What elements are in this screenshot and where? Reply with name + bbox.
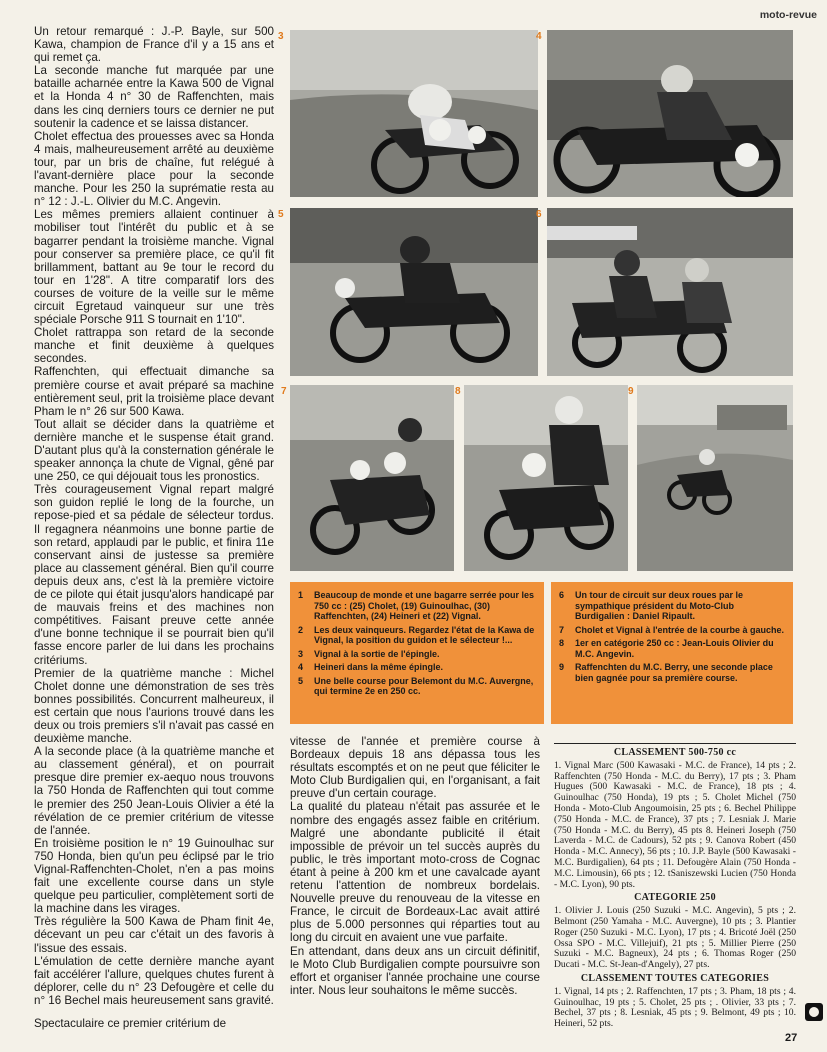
article-paragraph: La qualité du plateau n'était pas assurée et le nombre des engagés assez faible en critérium. Malgré une abondante publicité il était impossible de prévoir un tel succès auprès du public, le très important moto-cross de Cognac étant à peine à 200 km et une cavalcade ayant retenu l'attention de nombreux bordelais. Nouvelle preuve du renouveau de la vitesse en France, le circuit de Bordeaux-Lac avait attiré plus de 5.000 personnes qui réparties tout au long du circuit en avaient une vue parfaite.: [290, 800, 540, 945]
page-corner-icon: [805, 1003, 823, 1021]
article-paragraph: Raffenchten, qui effectuait dimanche sa première course et avait préparé sa machine entièrement seul, prit la troisième place devant Pham le n° 26 sur 500 Kawa.: [34, 365, 274, 418]
article-column-2: [290, 735, 540, 997]
caption-4: 4 Heineri dans la même épingle.: [298, 662, 444, 672]
results-all: 1. Vignal, 14 pts ; 2. Raffenchten, 17 pts ; 3. Pham, 18 pts ; 4. Guinoulhac, 19 pts ; 5. Cholet, 25 pts ; . Olivier, 33 pts ; 7. Bechel, 37 pts ; 8. Lesniak, 45 pts ; 9. Belmont, 49 pts ; 10. Heineri, 52 pts.: [554, 985, 796, 1030]
article-paragraph: Tout allait se décider dans la quatrième et dernière manche et le suspense était grand. D'autant plus qu'à la consternation générale le speaker annonça la chute de Vignal, gêné par une 250, ce qui déjouait tous les pronostics.: [34, 417, 274, 484]
results-title-500-750: CLASSEMENT 500-750 cc: [613, 747, 737, 758]
caption-3: 3 Vignal à la sortie de l'épingle.: [298, 648, 440, 659]
article-paragraph: vitesse de l'année et première course à Bordeaux depuis 18 ans dépassa tous les résultats escomptés et on ne peut que féliciter le Moto Club Burdigalien qui, en l'organisant, a fait preuve d'un certain courage.: [290, 735, 540, 801]
caption-8: 8 1er en catégorie 250 cc : Jean-Louis Olivier du M.C. Angevin.: [559, 638, 774, 659]
results-title-all: CLASSEMENT TOUTES CATEGORIES: [580, 972, 770, 984]
caption-7: 7 Cholet et Vignal à l'entrée de la courbe à gauche.: [559, 624, 785, 635]
captions-box-right: [551, 582, 793, 724]
photo-number-6: 6: [536, 209, 542, 220]
photo-9: [637, 385, 793, 571]
article-column-1: [34, 25, 274, 1030]
article-paragraph: Cholet effectua des prouesses avec sa Honda 4 mais, malheureusement arrêté au deuxième tour, par un bris de chaîne, fut relégué à l'avant-dernière place pour la seconde manche. Pour les 250 la suprématie resta au n° 12 : J.-L. Olivier du M.C. Angevin.: [34, 129, 274, 209]
magazine-brand: moto-revue: [759, 9, 817, 21]
results-box: [554, 746, 796, 1033]
results-250: 1. Olivier J. Louis (250 Suzuki - M.C. Angevin), 5 pts ; 2. Belmont (250 Yamaha - M.C. Auvergne), 10 pts ; 3. Plantier Roger (250 Suzuki - M.C. Lyon), 17 pts ; 4. Bricoté Joël (250 Ossa SPO - M.C. Villejuif), 21 pts ; 5. Millier Pierre (250 Suzuki - M.C. Bagneux), 24 pts ; 6. Thomas Roger (250 Ducati - M.C. St-Jean-d'Angely), 27 pts.: [554, 905, 796, 971]
article-paragraph: Très courageusement Vignal repart malgré son guidon replié le long de la fourche, un repose-pied et sa pédale de sélecteur tordus. Il regagnera néanmoins une bonne partie de son retard, applaudi par le public, et finira 11e conservant ainsi de justesse sa première place au classement général. Bien qu'il courre depuis deux ans, c'est là la première victoire de ce pilote qui était jusqu'alors handicapé par de mauvais freins et des machines non compétitives. Faisant preuve cette année d'une bonne technique il se pourrait bien qu'il fasse encore parler de lui dans les prochains critériums.: [34, 483, 274, 667]
article-paragraph: Un retour remarqué : J.-P. Bayle, sur 500 Kawa, champion de France d'il y a 15 ans et qui remet ça.: [34, 25, 274, 65]
caption-9: 9 Raffenchten du M.C. Berry, une seconde place bien gagnée pour sa première course.: [559, 662, 773, 683]
results-top-rule: [554, 743, 796, 744]
article-paragraph: L'émulation de cette dernière manche ayant fait accélérer l'allure, quelques chutes furent à déplorer, celle du n° 23 Defougère et celle du n° 16 Bechel mais heureusement sans gravité.: [34, 954, 274, 1007]
photo-3: [290, 30, 538, 197]
page-number: 27: [785, 1032, 798, 1044]
article-paragraph: Spectaculaire ce premier critérium de: [34, 1017, 227, 1031]
article-paragraph: Premier de la quatrième manche : Michel Cholet donne une démonstration de ses très bonnes possibilités. Concurrent malheureux, il est certain que nous l'aurions trouvé dans les deux ou trois premiers s'il n'avait pas cassé en deuxième manche.: [34, 666, 274, 746]
photo-5: [290, 208, 538, 376]
photo-number-5: 5: [278, 209, 284, 220]
photo-number-9: 9: [628, 386, 634, 397]
article-paragraph: La seconde manche fut marquée par une bataille acharnée entre la Kawa 500 de Vignal et la Honda 4 n° 30 de Raffenchten, mais dans les cinq derniers tours ce dernier ne put soutenir la cadence et se laissa distancer.: [34, 64, 274, 130]
photo-4: [547, 30, 793, 197]
photo-6: [547, 208, 793, 376]
caption-6: 6 Un tour de circuit sur deux roues par le sympathique président du Moto-Club Burdigalien : Daniel Ripault.: [559, 590, 744, 621]
article-paragraph: A la seconde place (à la quatrième manche et au classement général), et on pourrait presque dire premier ex-aequo nous trouvons la 750 Honda de Raffenchten qui tout comme le premier des 250 Jean-Louis Olivier a été la révélation de ce premier critérium de vitesse de l'année.: [34, 745, 274, 837]
photo-7: [290, 385, 454, 571]
photo-number-7: 7: [281, 386, 287, 397]
article-paragraph: En troisième position le n° 19 Guinoulhac sur 750 Honda, bien qu'un peu éclipsé par le trio Vignal-Raffenchten-Cholet, n'en a pas moins fait une excellente course dans un style quelque peu particulier, complètement sorti de la machine dans les virages.: [34, 836, 274, 916]
caption-2: 2 Les deux vainqueurs. Regardez l'état de la Kawa de Vignal, la position du guidon et le sélecteur !...: [298, 624, 535, 645]
photo-8: [464, 385, 628, 571]
article-paragraph: Cholet rattrappa son retard de la seconde manche et finit deuxième à quelques secondes.: [34, 326, 274, 366]
results-500-750: 1. Vignal Marc (500 Kawasaki - M.C. de France), 14 pts ; 2. Raffenchten (750 Honda - M.C. du Berry), 17 pts ; 3. Pham Hugues (500 Kawasaki - M.C. de France), 18 pts ; 4. Guinoulhac (750 Honda), 19 pts ; 5. Cholet Michel (750 Honda - Moto-Club Angoumoisin, 25 pts ; 6. Bechel Philippe (750 Honda - M.C. de France), 37 pts ; 7. Lesniak J. Marie (750 Honda - M.C. du Berry), 45 pts 8. Heineri Joseph (750 Laverda - M.C. de Cadours), 52 pts ; 9. Canova Robert (450 Honda - M.C. Annecy), 56 pts ; 10. J.P. Bayle (500 Kawasaki - M.C. Burdigalien), 64 pts ; 11. Defougère Alain (750 Honda - M.C. Limousin), 66 pts ; 12. tSaniszewski Lucien (750 Honda - M.C. Lyon), 90 pts.: [554, 759, 796, 890]
article-paragraph: En attendant, dans deux ans un circuit définitif, le Moto Club Burdigalien compte poursuivre son effort et organiser l'année prochaine une course inter. Nous leur souhaitons le même succès.: [290, 944, 540, 997]
caption-5: 5 Une belle course pour Belemont du M.C. Auvergne, qui termine 2e en 250 cc.: [298, 675, 534, 696]
photo-number-8: 8: [455, 386, 461, 397]
results-title-250: CATEGORIE 250: [634, 892, 716, 904]
article-paragraph: Très régulière la 500 Kawa de Pham finit 4e, décevant un peu car c'était un des favoris à l'issue des essais.: [34, 915, 274, 955]
photo-number-4: 4: [536, 31, 542, 42]
article-paragraph: Les mêmes premiers allaient continuer à mobiliser tout l'intérêt du public et à se bagarrer pendant la troisième manche. Vignal pour conserver sa première place, ce qu'il fit brillamment, battant au 9e tour le record du tour en 1'28". A titre comparatif lors des courses de voiture de la veille sur le même circuit Egretaud vainqueur sur une très spéciale Porsche 911 S tournait en 1'10".: [34, 208, 274, 327]
caption-1: 1 Beaucoup de monde et une bagarre serrée pour les 750 cc : (25) Cholet, (19) Guinoulhac, (30) Raffenchten, (24) Heineri et (22) Vignal.: [298, 590, 535, 621]
captions-box-left: [290, 582, 544, 724]
photo-number-3: 3: [278, 31, 284, 42]
